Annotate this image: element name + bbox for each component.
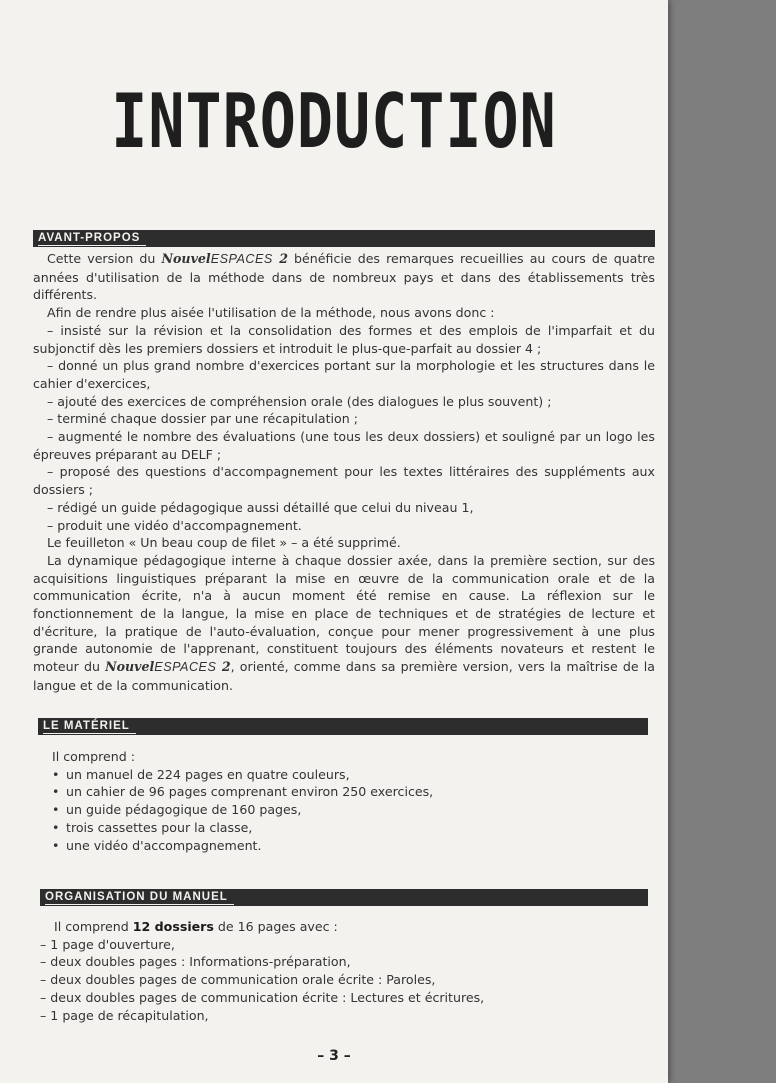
list-item: – 1 page de récapitulation, [40, 1007, 209, 1023]
background-surface [668, 0, 776, 1083]
section-title: ORGANISATION DU MANUEL [45, 891, 234, 905]
section-title: LE MATÉRIEL [43, 720, 136, 734]
list-item: • un cahier de 96 pages comprenant environ 250 exercices, [38, 783, 648, 801]
list-item: – produit une vidéo d'accompagnement. [47, 517, 302, 533]
list-item: – rédigé un guide pédagogique aussi détaillé que celui du niveau 1, [47, 499, 474, 515]
section-header-organisation [40, 889, 648, 906]
brand-name: NouvelESPACES 2 [105, 659, 231, 675]
list-item: – insisté sur la révision et la consolidation des formes et des emplois de l'imparfait et du subjonctif dès les premiers dossiers et introduit le plus-que-parfait au dossier 4 ; [33, 322, 655, 356]
list-item: • un manuel de 224 pages en quatre couleurs, [38, 766, 648, 784]
list-item: – augmenté le nombre des évaluations (une tous les deux dossiers) et souligné par un logo les épreuves préparant au DELF ; [33, 429, 655, 462]
paragraph: Afin de rendre plus aisée l'utilisation de la méthode, nous avons donc : [47, 305, 495, 321]
list-item: – terminé chaque dossier par une récapitulation ; [47, 411, 358, 427]
list-item: – deux doubles pages de communication orale écrite : Paroles, [40, 972, 436, 988]
list-item: – 1 page d'ouverture, [40, 936, 175, 952]
list-item: • une vidéo d'accompagnement. [38, 837, 648, 855]
avant-propos-body [33, 250, 655, 695]
paragraph: Le feuilleton « Un beau coup de filet » – a été supprimé. [47, 535, 401, 551]
list-item: • un guide pédagogique de 160 pages, [38, 801, 648, 819]
materiel-list [38, 766, 648, 855]
list-item: – donné un plus grand nombre d'exercices portant sur la morphologie et les structures dans le cahier d'exercices, [33, 358, 655, 391]
brand-name: NouvelESPACES 2 [161, 251, 288, 266]
section-header-materiel [38, 718, 648, 735]
paragraph: La dynamique pédagogique interne à chaque dossier axée, dans la première section, sur des acquisitions linguistiques préparant la mise en œuvre de la communication orale et de la communication écrite, n'a à aucun moment été remise en cause. La réflexion sur le fonctionnement de la langue, la mise en place de techniques et de stratégies de lecture et d'écriture, la pratique de l'auto-évaluation, conçue pour mener progressivement à une plus grande autonomie de l'apprenant, constituent toujours des éléments novateurs et restent le moteur du NouvelESPACES 2, orienté, comme dans sa première version, vers la maîtrise de la langue et de la communication. [33, 552, 655, 693]
list-item: – ajouté des exercices de compréhension orale (des dialogues le plus souvent) ; [47, 393, 552, 409]
page-number: – 3 – [317, 1048, 351, 1064]
materiel-body [38, 748, 648, 854]
list-item: • trois cassettes pour la classe, [38, 819, 648, 837]
list-item: – deux doubles pages de communication écrite : Lectures et écritures, [40, 989, 485, 1005]
section-title: AVANT-PROPOS [38, 232, 146, 246]
paragraph: Cette version du NouvelESPACES 2 bénéficie des remarques recueillies au cours de quatre années d'utilisation de la méthode dans de nombreux pays et dans des établissements très différents. [33, 251, 655, 303]
page-title: INTRODUCTION [111, 78, 557, 166]
list-item: – deux doubles pages : Informations-préparation, [40, 954, 351, 970]
paragraph: Il comprend : [52, 749, 135, 764]
organisation-body [40, 918, 648, 1024]
list-item: – proposé des questions d'accompagnement pour les textes littéraires des suppléments aux dossiers ; [33, 464, 655, 498]
paragraph: Il comprend 12 dossiers de 16 pages avec : [54, 919, 338, 934]
section-header-avant-propos [33, 230, 655, 247]
